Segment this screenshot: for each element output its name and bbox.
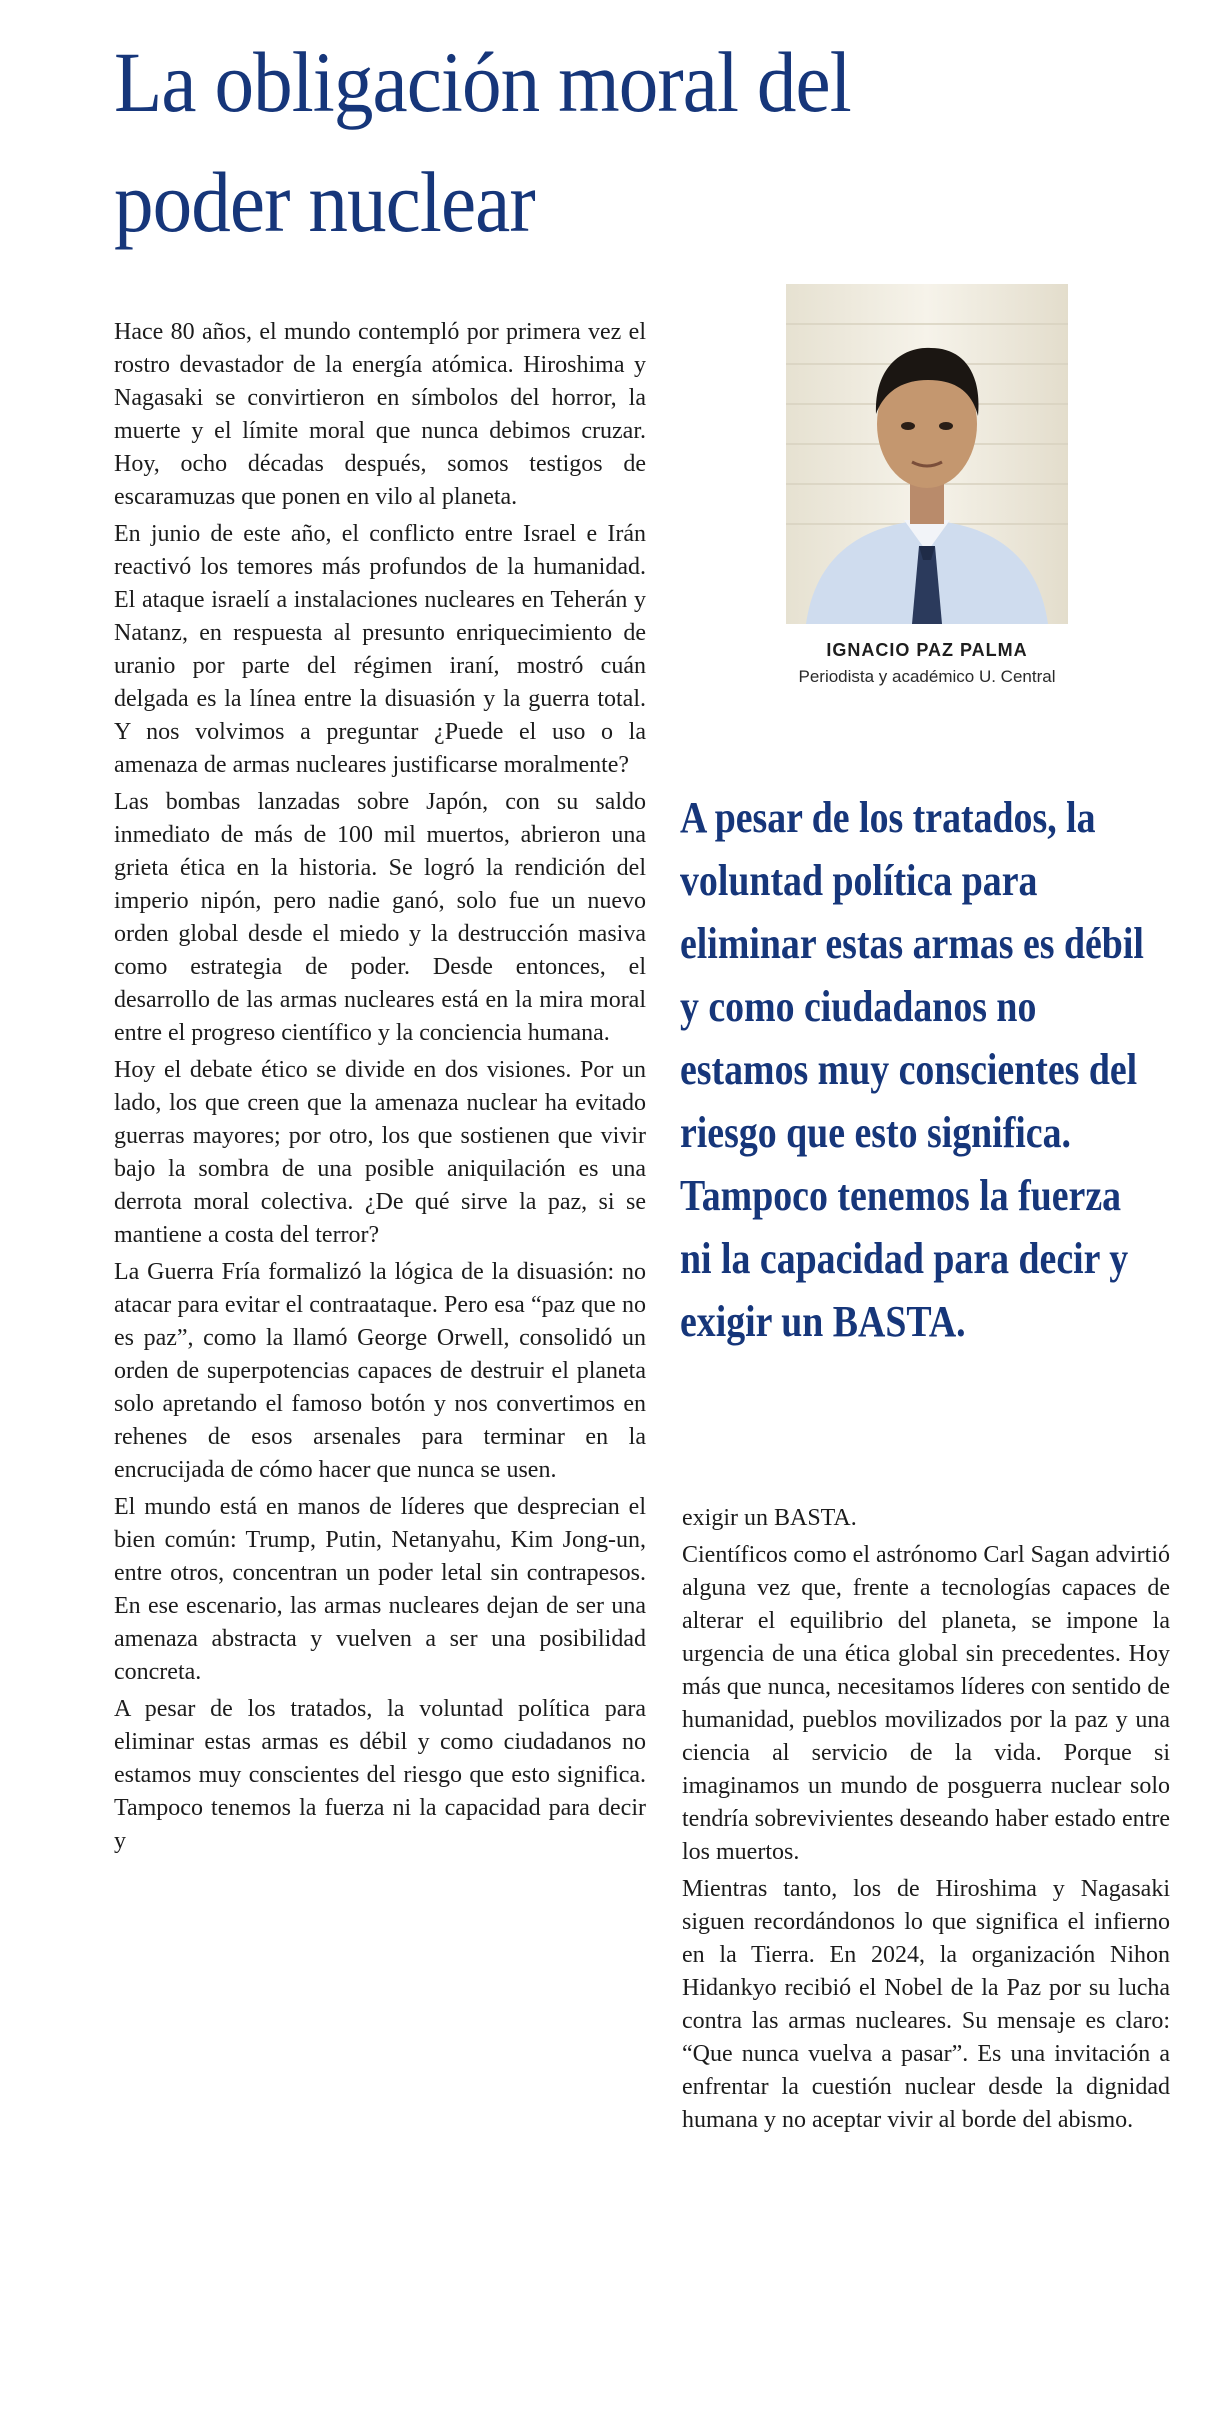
article-body-left-column	[114, 316, 646, 1862]
pull-quote: A pesar de los tratados, la voluntad política para eliminar estas armas es débil y como ciudadanos no estamos muy conscientes del riesgo que esto significa. Tampoco tenemos la fuerza ni la capacidad para decir y exigir un BASTA.	[680, 793, 1144, 1346]
paragraph: La Guerra Fría formalizó la lógica de la disuasión: no atacar para evitar el contraataque. Pero esa “paz que no es paz”, como la llamó George Orwell, consolidó un orden de superpotencias capaces de destruir el planeta solo apretando el famoso botón y nos convertimos en rehenes de esos arsenales para terminar en la encrucijada de cómo hacer que nunca se usen.	[114, 1259, 646, 1483]
article-body-right-column	[682, 1502, 1170, 2141]
paragraph: En junio de este año, el conflicto entre Israel e Irán reactivó los temores más profundos de la humanidad. El ataque israelí a instalaciones nucleares en Teherán y Natanz, en respuesta al presunto enriquecimiento de uranio por parte del régimen iraní, mostró cuán delgada es la línea entre la disuasión y la guerra total. Y nos volvimos a preguntar ¿Puede el uso o la amenaza de armas nucleares justificarse moralmente?	[114, 521, 646, 778]
author-photo	[786, 284, 1068, 624]
paragraph: El mundo está en manos de líderes que desprecian el bien común: Trump, Putin, Netanyahu, Kim Jong-un, entre otros, concentran un poder letal sin contrapesos. En ese escenario, las armas nucleares dejan de ser una amenaza abstracta y vuelven a ser una posibilidad concreta.	[114, 1494, 646, 1685]
paragraph: Hace 80 años, el mundo contempló por primera vez el rostro devastador de la energía atómica. Hiroshima y Nagasaki se convirtieron en símbolos del horror, la muerte y el límite moral que nunca debimos cruzar. Hoy, ocho décadas después, somos testigos de escaramuzas que ponen en vilo al planeta.	[114, 319, 646, 510]
paragraph: Científicos como el astrónomo Carl Sagan advirtió alguna vez que, frente a tecnologías capaces de alterar el equilibrio del planeta, se impone la urgencia de una ética global sin precedentes. Hoy más que nunca, necesitamos líderes con sentido de humanidad, pueblos movilizados por la paz y una ciencia al servicio de la vida. Porque si imaginamos un mundo de posguerra nuclear solo tendría sobrevivientes deseando haber estado entre los muertos.	[682, 1542, 1170, 1865]
paragraph: Las bombas lanzadas sobre Japón, con su saldo inmediato de más de 100 mil muertos, abrieron una grieta ética en la historia. Se logró la rendición del imperio nipón, pero nadie ganó, solo fue un nuevo orden global desde el miedo y la destrucción masiva como estrategia de poder. Desde entonces, el desarrollo de las armas nucleares está en la mira moral entre el progreso científico y la conciencia humana.	[114, 789, 646, 1046]
paragraph: Mientras tanto, los de Hiroshima y Nagasaki siguen recordándonos lo que significa el infierno en la Tierra. En 2024, la organización Nihon Hidankyo recibió el Nobel de la Paz por su lucha contra las armas nucleares. Su mensaje es claro: “Que nunca vuelva a pasar”. Es una invitación a enfrentar la cuestión nuclear desde la dignidad humana y no aceptar vivir al borde del abismo.	[682, 1876, 1170, 2133]
paragraph: exigir un BASTA.	[682, 1505, 857, 1531]
paragraph: A pesar de los tratados, la voluntad política para eliminar estas armas es débil y como ciudadanos no estamos muy conscientes del riesgo que esto significa. Tampoco tenemos la fuerza ni la capacidad para decir y	[114, 1696, 646, 1854]
author-name: IGNACIO PAZ PALMA	[826, 640, 1028, 660]
paragraph: Hoy el debate ético se divide en dos visiones. Por un lado, los que creen que la amenaza nuclear ha evitado guerras mayores; por otro, los que sostienen que vivir bajo la sombra de una posible aniquilación es una derrota moral colectiva. ¿De qué sirve la paz, si se mantiene a costa del terror?	[114, 1057, 646, 1248]
article-title: La obligación moral del poder nuclear	[114, 34, 851, 250]
author-role: Periodista y académico U. Central	[798, 667, 1056, 686]
author-portrait-icon	[786, 284, 1068, 624]
